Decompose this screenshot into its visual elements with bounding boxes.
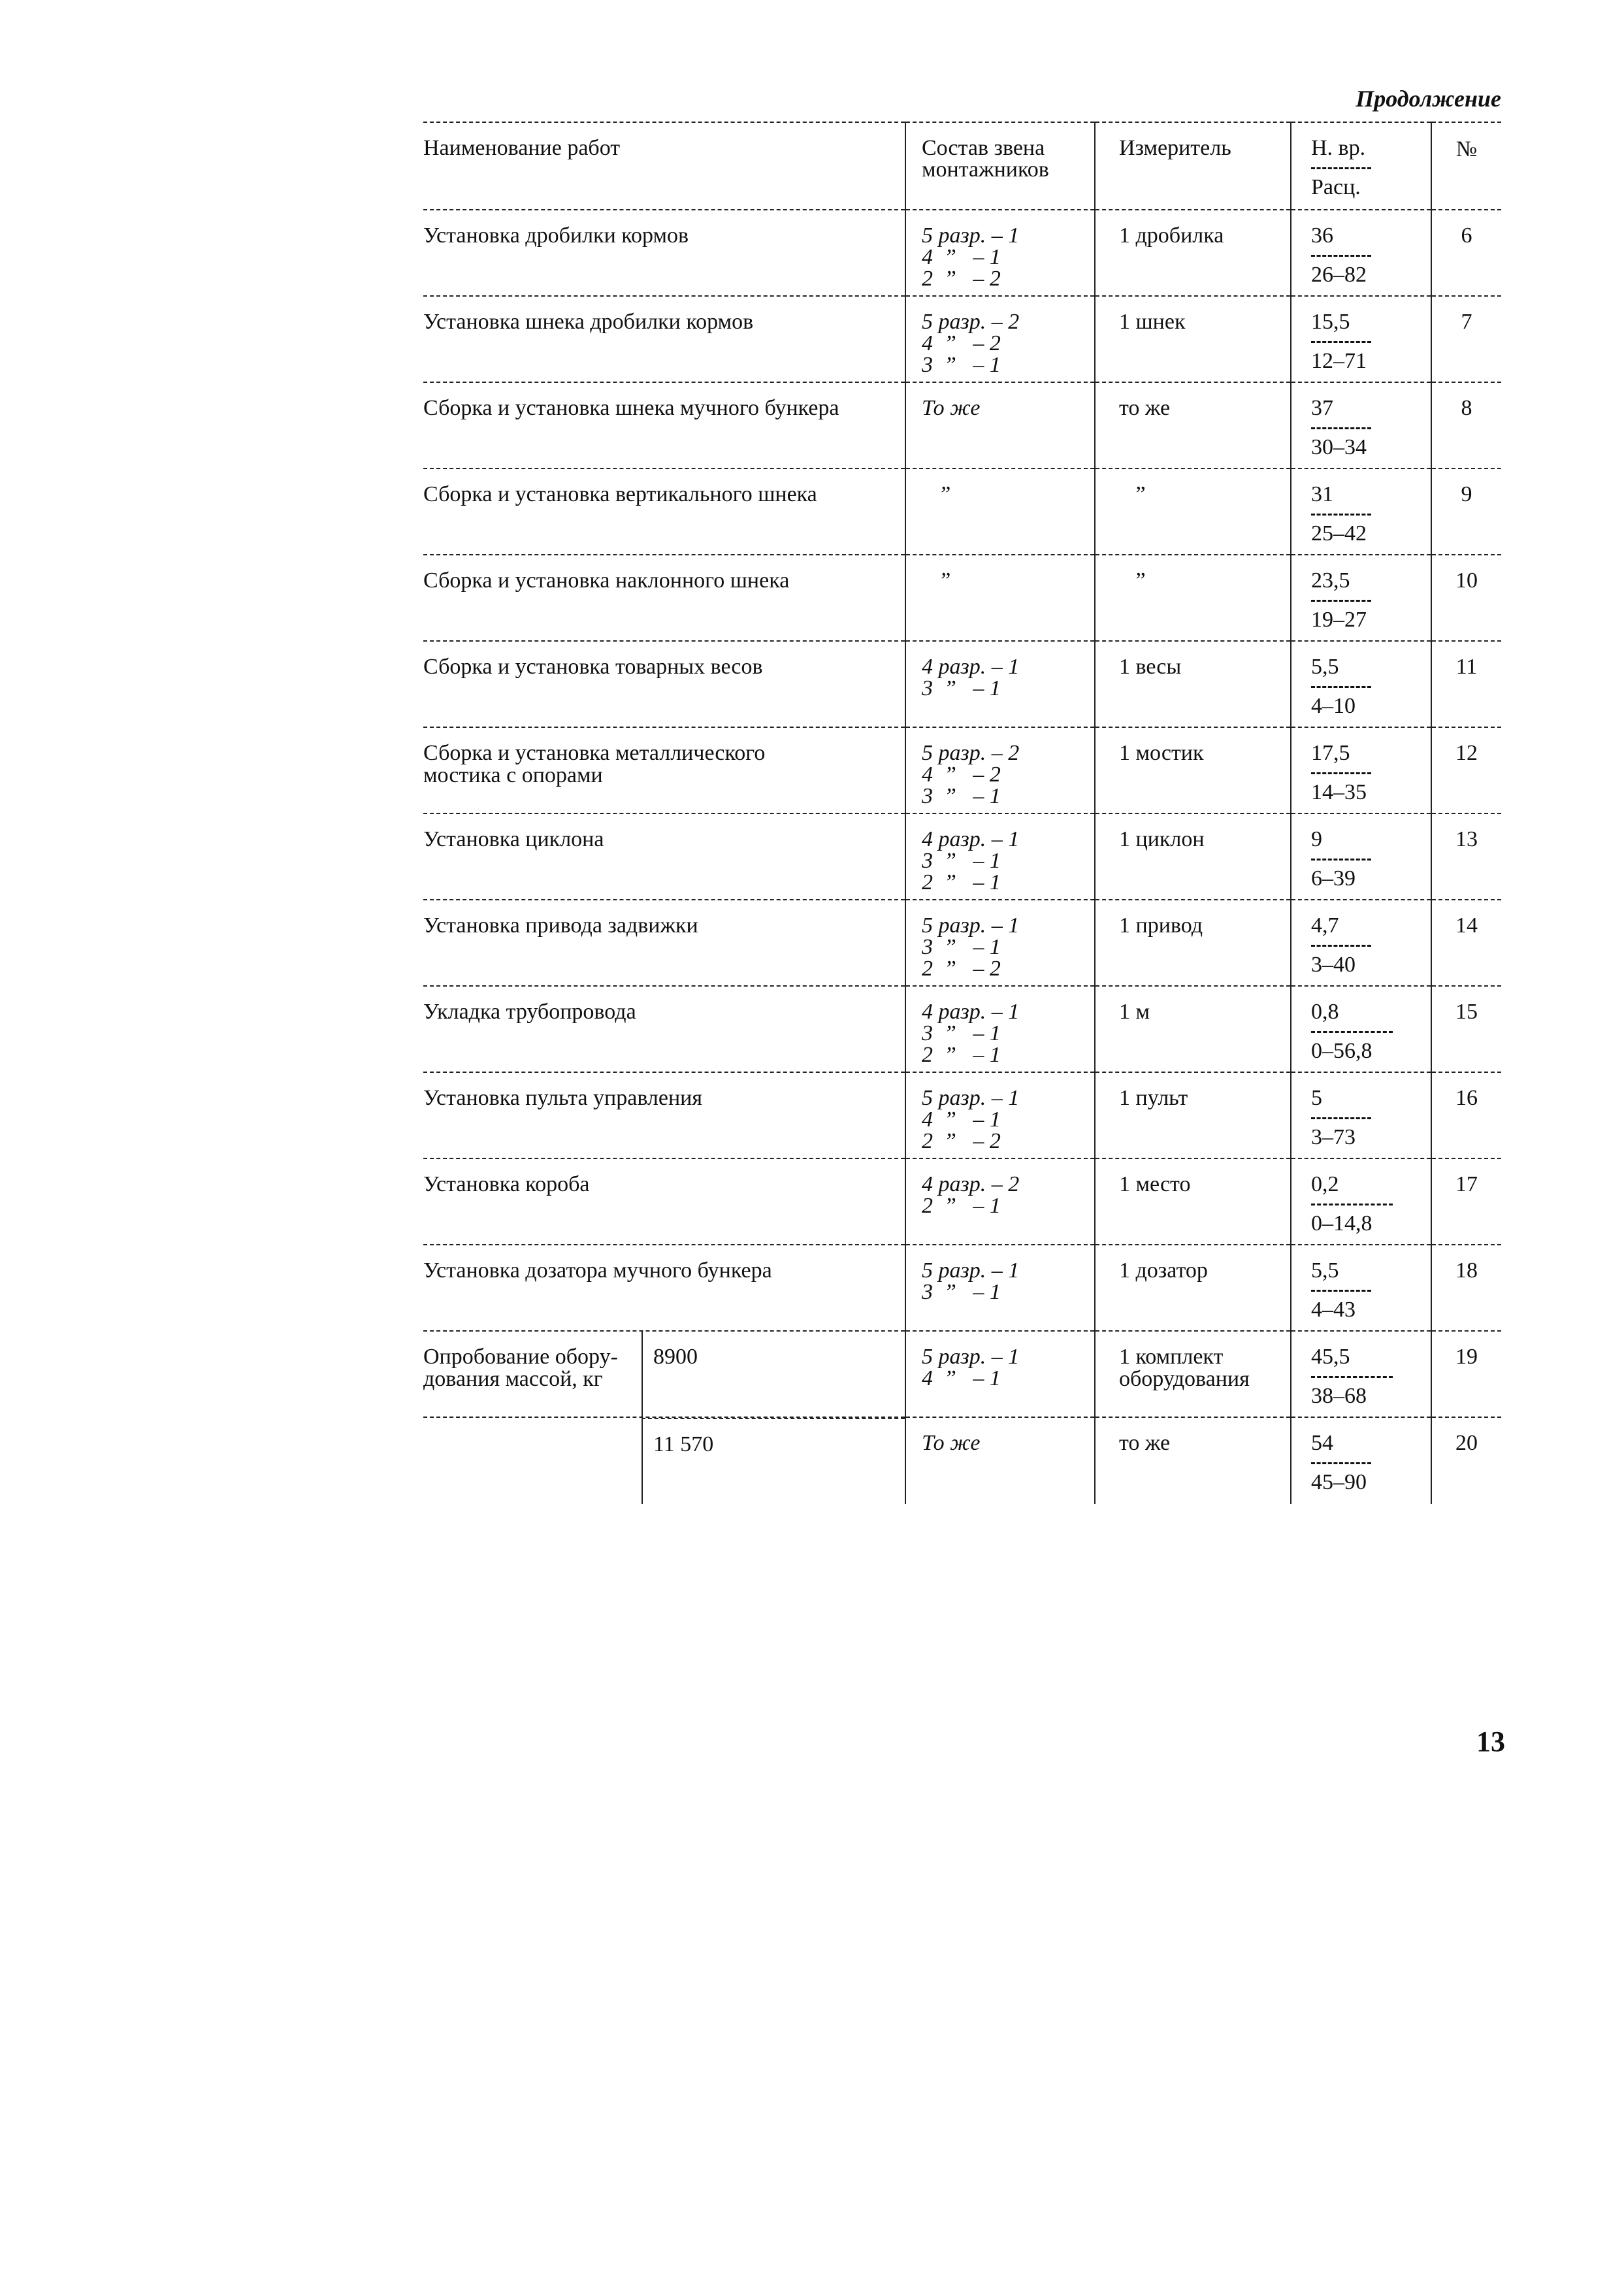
rate-fraction [1291, 987, 1431, 1062]
work-name: Установка пульта управления [423, 1086, 703, 1110]
rate-fraction [1291, 1073, 1431, 1149]
norm-time: 23,5 [1311, 568, 1350, 593]
testing-label-empty [423, 1418, 641, 1504]
norm-time: 0,2 [1311, 1172, 1339, 1196]
table-row [423, 382, 1501, 468]
table-row [423, 813, 1501, 900]
crew-composition: 5 разр. – 1 3 ” – 1 [922, 1258, 1020, 1304]
rate-fraction [1291, 297, 1431, 372]
price: 3–40 [1311, 954, 1431, 976]
testing-label: Опробование обору- дования массой, кг [423, 1345, 618, 1391]
row-number: 15 [1455, 1000, 1478, 1024]
norms-table [423, 122, 1501, 1504]
price: 26–82 [1311, 264, 1431, 286]
table-row [423, 1245, 1501, 1331]
row-number: 19 [1455, 1345, 1478, 1369]
norm-time: 0,8 [1311, 1000, 1339, 1024]
price: 38–68 [1311, 1385, 1431, 1407]
table-header-row [423, 122, 1501, 210]
price: 19–27 [1311, 609, 1431, 631]
row-number: 8 [1461, 396, 1472, 420]
price: 12–71 [1311, 350, 1431, 372]
price: 3–73 [1311, 1126, 1431, 1149]
work-name: Установка привода задвижки [423, 913, 698, 938]
table-row-testing-11570 [423, 1417, 1501, 1504]
row-number: 13 [1455, 827, 1478, 851]
rate-fraction [1291, 1418, 1431, 1494]
table-row [423, 1072, 1501, 1158]
unit-measure: 1 место [1119, 1172, 1191, 1196]
unit-measure: 1 комплект оборудования [1119, 1345, 1250, 1391]
unit-measure: 1 мостик [1119, 741, 1204, 765]
norm-time: 5 [1311, 1086, 1322, 1110]
rate-fraction [1291, 1245, 1431, 1321]
norm-time: 5,5 [1311, 655, 1339, 679]
price: 30–34 [1311, 436, 1431, 459]
crew-composition: 5 разр. – 1 4 ” – 1 [922, 1345, 1020, 1390]
rate-fraction [1291, 814, 1431, 890]
price: 4–10 [1311, 695, 1431, 717]
testing-mass: 8900 [641, 1332, 905, 1417]
crew-composition: ” [922, 482, 951, 506]
unit-measure: ” [1119, 568, 1146, 593]
row-number: 10 [1455, 568, 1478, 593]
rate-fraction [1291, 1159, 1431, 1235]
header-norm-time: Н. вр. [1311, 136, 1366, 160]
row-number: 7 [1461, 310, 1472, 334]
norm-time: 5,5 [1311, 1258, 1339, 1283]
unit-measure: 1 пульт [1119, 1086, 1188, 1110]
crew-composition: То же [922, 1431, 981, 1455]
work-name: Сборка и установка шнека мучного бункера [423, 396, 839, 420]
rate-fraction [1291, 210, 1431, 286]
price: 0–14,8 [1311, 1213, 1431, 1235]
rate-fraction [1291, 728, 1431, 804]
table-row-testing-8900 [423, 1331, 1501, 1417]
work-name: Сборка и установка наклонного шнека [423, 568, 790, 593]
row-number: 12 [1455, 741, 1478, 765]
crew-composition: 5 разр. – 1 3 ” – 1 2 ” – 2 [922, 913, 1020, 981]
norm-time: 37 [1311, 396, 1333, 420]
price: 25–42 [1311, 523, 1431, 545]
unit-measure: 1 м [1119, 1000, 1150, 1024]
norm-time: 17,5 [1311, 741, 1350, 765]
unit-measure: то же [1119, 396, 1171, 420]
row-number: 11 [1455, 655, 1478, 679]
continuation-label: Продолжение [1356, 86, 1501, 112]
price: 45–90 [1311, 1471, 1431, 1494]
table-row [423, 727, 1501, 813]
crew-composition: 5 разр. – 2 4 ” – 2 3 ” – 1 [922, 310, 1020, 377]
header-rate [1291, 123, 1431, 199]
rate-fraction [1291, 900, 1431, 976]
row-number: 17 [1455, 1172, 1478, 1196]
norm-time: 4,7 [1311, 913, 1339, 938]
work-name: Сборка и установка металлического мостика с опорами [423, 741, 766, 787]
norm-time: 31 [1311, 482, 1333, 506]
price: 6–39 [1311, 868, 1431, 890]
rate-fraction [1291, 469, 1431, 545]
work-name: Установка дозатора мучного бункера [423, 1258, 772, 1283]
table-row [423, 641, 1501, 727]
unit-measure: 1 привод [1119, 913, 1203, 938]
table-row [423, 1158, 1501, 1245]
crew-composition: 4 разр. – 1 3 ” – 1 2 ” – 1 [922, 827, 1020, 894]
testing-split-cell [423, 1332, 905, 1417]
row-number: 6 [1461, 223, 1472, 248]
crew-composition: То же [922, 396, 981, 420]
unit-measure: 1 дозатор [1119, 1258, 1208, 1283]
work-name: Сборка и установка вертикального шнека [423, 482, 817, 506]
crew-composition: 5 разр. – 1 4 ” – 1 2 ” – 2 [922, 223, 1020, 291]
table-row [423, 210, 1501, 296]
crew-composition: ” [922, 568, 951, 593]
norm-time: 36 [1311, 223, 1333, 248]
crew-composition: 4 разр. – 1 3 ” – 1 [922, 655, 1020, 700]
table-row [423, 555, 1501, 641]
testing-mass: 11 570 [641, 1418, 905, 1504]
work-name: Сборка и установка товарных весов [423, 655, 763, 679]
page-number: 13 [1476, 1726, 1505, 1758]
unit-measure: 1 шнек [1119, 310, 1186, 334]
work-name: Установка циклона [423, 827, 604, 851]
work-name: Установка короба [423, 1172, 590, 1196]
row-number: 18 [1455, 1258, 1478, 1283]
price: 4–43 [1311, 1299, 1431, 1321]
crew-composition: 4 разр. – 1 3 ” – 1 2 ” – 1 [922, 1000, 1020, 1067]
row-number: 9 [1461, 482, 1472, 506]
unit-measure: ” [1119, 482, 1146, 506]
crew-composition: 5 разр. – 2 4 ” – 2 3 ” – 1 [922, 741, 1020, 808]
rate-fraction [1291, 555, 1431, 631]
norm-time: 45,5 [1311, 1345, 1350, 1369]
price: 14–35 [1311, 781, 1431, 804]
norm-time: 15,5 [1311, 310, 1350, 334]
unit-measure: 1 дробилка [1119, 223, 1224, 248]
header-price: Расц. [1311, 176, 1431, 199]
price: 0–56,8 [1311, 1040, 1431, 1062]
row-number: 14 [1455, 913, 1478, 938]
rate-fraction [1291, 1332, 1431, 1407]
work-name: Установка шнека дробилки кормов [423, 310, 754, 334]
table-row [423, 296, 1501, 382]
unit-measure: 1 весы [1119, 655, 1182, 679]
row-number: 16 [1455, 1086, 1478, 1110]
header-name: Наименование работ [423, 136, 621, 160]
norm-time: 54 [1311, 1431, 1333, 1455]
row-number: 20 [1455, 1431, 1478, 1455]
header-crew: Состав звена монтажников [922, 136, 1049, 182]
work-name: Укладка трубопровода [423, 1000, 636, 1024]
header-number: № [1455, 137, 1478, 161]
unit-measure: 1 циклон [1119, 827, 1205, 851]
norm-time: 9 [1311, 827, 1322, 851]
work-name: Установка дробилки кормов [423, 223, 689, 248]
rate-fraction [1291, 383, 1431, 459]
table-row [423, 986, 1501, 1072]
rate-fraction [1291, 642, 1431, 717]
testing-split-cell [423, 1418, 905, 1504]
unit-measure: то же [1119, 1431, 1171, 1455]
crew-composition: 4 разр. – 2 2 ” – 1 [922, 1172, 1020, 1218]
table-row [423, 900, 1501, 986]
crew-composition: 5 разр. – 1 4 ” – 1 2 ” – 2 [922, 1086, 1020, 1153]
header-unit: Измеритель [1119, 136, 1231, 160]
table-row [423, 468, 1501, 555]
